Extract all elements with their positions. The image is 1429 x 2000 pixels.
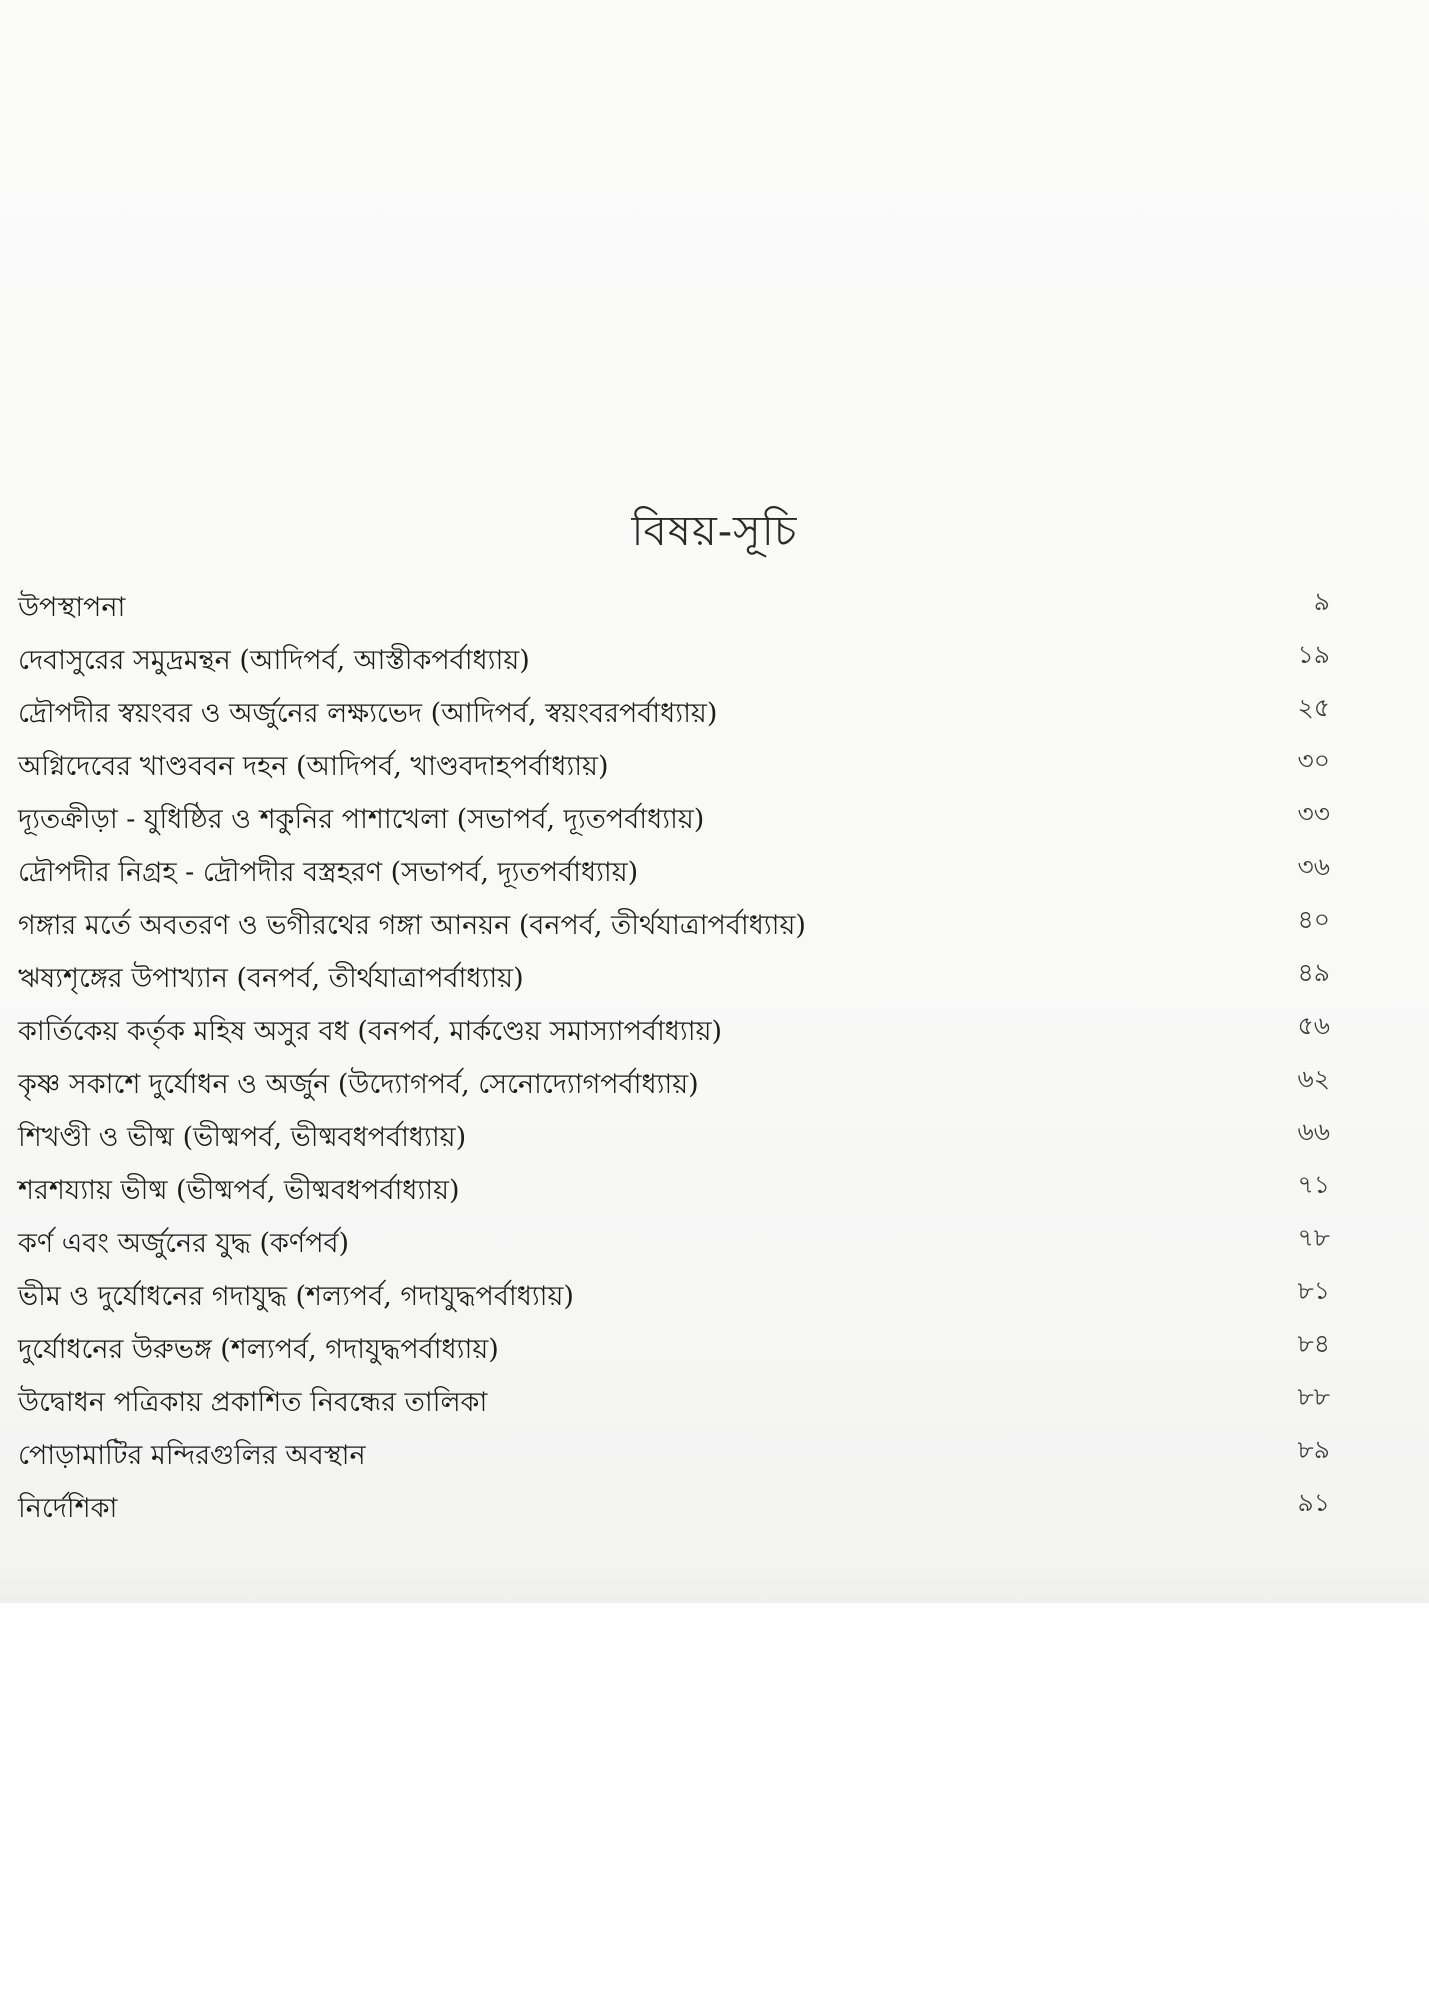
toc-entry-page: ৩০ bbox=[1297, 746, 1330, 775]
toc-entry-page: ২৫ bbox=[1297, 693, 1330, 722]
toc-entry bbox=[18, 1217, 1330, 1270]
toc-entry bbox=[18, 899, 1330, 952]
toc-entry bbox=[18, 793, 1330, 846]
toc-list bbox=[18, 581, 1330, 1535]
toc-entry-title: কৃষ্ণ সকাশে দুর্যোধন ও অর্জুন (উদ্যোগপর্ব, সেনোদ্যোগপর্বাধ্যায়) bbox=[18, 1069, 699, 1100]
toc-entry-title: নির্দেশিকা bbox=[18, 1493, 118, 1524]
toc-entry-title: কর্ণ এবং অর্জুনের যুদ্ধ (কর্ণপর্ব) bbox=[18, 1228, 350, 1259]
toc-entry bbox=[18, 1376, 1330, 1429]
toc-entry-title: উদ্বোধন পত্রিকায় প্রকাশিত নিবন্ধের তালিকা bbox=[18, 1387, 488, 1418]
toc-entry-title: দেবাসুরের সমুদ্রমন্থন (আদিপর্ব, আস্তীকপর্বাধ্যায়) bbox=[18, 645, 530, 676]
toc-entry bbox=[18, 634, 1330, 687]
toc-entry bbox=[18, 740, 1330, 793]
toc-entry-title: শরশয্যায় ভীষ্ম (ভীষ্মপর্ব, ভীষ্মবধপর্বাধ্যায়) bbox=[18, 1175, 460, 1206]
toc-entry-title: গঙ্গার মর্তে অবতরণ ও ভগীরথের গঙ্গা আনয়ন (বনপর্ব, তীর্থযাত্রাপর্বাধ্যায়) bbox=[18, 910, 806, 941]
toc-entry-title: দ্রৌপদীর স্বয়ংবর ও অর্জুনের লক্ষ্যভেদ (আদিপর্ব, স্বয়ংবরপর্বাধ্যায়) bbox=[18, 698, 718, 729]
toc-entry-title: পোড়ামাটির মন্দিরগুলির অবস্থান bbox=[18, 1440, 366, 1471]
toc-entry-title: উপস্থাপনা bbox=[18, 592, 126, 623]
toc-entry-title: ঋষ্যশৃঙ্গের উপাখ্যান (বনপর্ব, তীর্থযাত্রাপর্বাধ্যায়) bbox=[18, 963, 524, 994]
toc-entry-page: ৩৩ bbox=[1297, 799, 1330, 828]
toc-entry-page: ৮১ bbox=[1297, 1276, 1330, 1305]
toc-entry bbox=[18, 952, 1330, 1005]
toc-entry-page: ৬২ bbox=[1297, 1064, 1330, 1093]
toc-entry bbox=[18, 1164, 1330, 1217]
toc-entry-page: ৭৮ bbox=[1297, 1223, 1330, 1252]
toc-entry bbox=[18, 846, 1330, 899]
toc-entry-page: ১৯ bbox=[1297, 640, 1330, 669]
toc-entry bbox=[18, 581, 1330, 634]
toc-entry-page: ৯ bbox=[1313, 587, 1330, 616]
toc-entry bbox=[18, 1482, 1330, 1535]
toc-entry-title: কার্তিকেয় কর্তৃক মহিষ অসুর বধ (বনপর্ব, মার্কণ্ডেয় সমাস্যাপর্বাধ্যায়) bbox=[18, 1016, 723, 1047]
toc-entry-page: ৮৯ bbox=[1297, 1435, 1330, 1464]
toc-entry-title: ভীম ও দুর্যোধনের গদাযুদ্ধ (শল্যপর্ব, গদাযুদ্ধপর্বাধ্যায়) bbox=[18, 1281, 574, 1312]
toc-entry-page: ৩৬ bbox=[1297, 852, 1330, 881]
toc-entry-title: দ্রৌপদীর নিগ্রহ - দ্রৌপদীর বস্ত্রহরণ (সভাপর্ব, দ্যূতপর্বাধ্যায়) bbox=[18, 857, 639, 888]
toc-entry-title: অগ্নিদেবের খাণ্ডববন দহন (আদিপর্ব, খাণ্ডবদাহপর্বাধ্যায়) bbox=[18, 751, 609, 782]
toc-entry-page: ৫৬ bbox=[1297, 1011, 1330, 1040]
toc-title: বিষয়-সূচি bbox=[631, 506, 798, 555]
toc-entry-page: ৬৬ bbox=[1297, 1117, 1330, 1146]
toc-entry bbox=[18, 1270, 1330, 1323]
toc-entry bbox=[18, 1058, 1330, 1111]
toc-entry-page: ৮৮ bbox=[1297, 1382, 1330, 1411]
toc-entry-page: ৯১ bbox=[1297, 1488, 1330, 1517]
toc-entry-title: শিখণ্ডী ও ভীষ্ম (ভীষ্মপর্ব, ভীষ্মবধপর্বাধ্যায়) bbox=[18, 1122, 467, 1153]
toc-entry bbox=[18, 1429, 1330, 1482]
toc-entry-title: দুর্যোধনের উরুভঙ্গ (শল্যপর্ব, গদাযুদ্ধপর্বাধ্যায়) bbox=[18, 1334, 499, 1365]
toc-entry bbox=[18, 687, 1330, 740]
toc-entry bbox=[18, 1323, 1330, 1376]
toc-entry-title: দ্যূতক্রীড়া - যুধিষ্ঠির ও শকুনির পাশাখেলা (সভাপর্ব, দ্যূতপর্বাধ্যায়) bbox=[18, 804, 705, 835]
toc-entry-page: ৮৪ bbox=[1297, 1329, 1330, 1358]
toc-entry-page: ৪০ bbox=[1297, 905, 1330, 934]
toc-entry bbox=[18, 1005, 1330, 1058]
toc-entry-page: ৭১ bbox=[1297, 1170, 1330, 1199]
toc-entry-page: ৪৯ bbox=[1297, 958, 1330, 987]
toc-entry bbox=[18, 1111, 1330, 1164]
